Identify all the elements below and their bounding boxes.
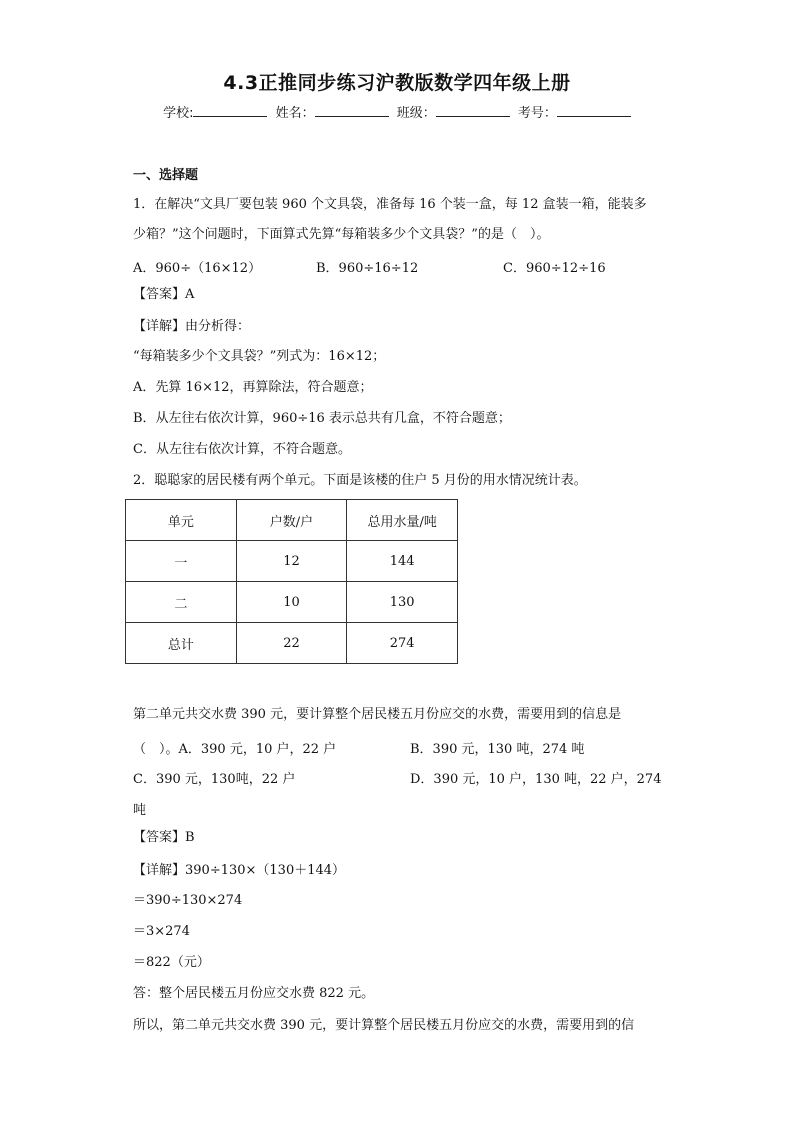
q2-detail-line: 所以，第二单元共交水费 390 元，要计算整个居民楼五月份应交的水费，需要用到的信 bbox=[133, 1018, 635, 1033]
table-cell: 12 bbox=[236, 541, 347, 582]
q2-option-a: （ ）。A．390 元，10 户，22 户 bbox=[133, 742, 337, 757]
q2-detail-line: 【详解】390÷130×（130＋144） bbox=[133, 863, 346, 878]
name-label: 姓名： bbox=[275, 106, 315, 121]
school-blank[interactable] bbox=[193, 104, 267, 117]
q1-stem-line1: 1．在解决“文具厂要包装 960 个文具袋，准备每 16 个装一盒，每 12 盒装一箱，能装多 bbox=[133, 197, 647, 212]
q1-detail-line: C．从左往右依次计算，不符合题意。 bbox=[133, 442, 351, 457]
q2-detail-line: 答：整个居民楼五月份应交水费 822 元。 bbox=[133, 986, 375, 1001]
exam-number-field[interactable] bbox=[518, 102, 631, 121]
q2-answer: 【答案】B bbox=[133, 830, 195, 845]
q2-question-line1: 第二单元共交水费 390 元，要计算整个居民楼五月份应交的水费，需要用到的信息是 bbox=[133, 707, 622, 722]
q1-detail-line: B．从左往右依次计算，960÷16 表示总共有几盒，不符合题意； bbox=[133, 411, 511, 426]
q2-option-c: C．390 元，130吨，22 户 bbox=[133, 772, 296, 787]
class-blank[interactable] bbox=[436, 104, 510, 117]
table-cell: 二 bbox=[126, 582, 237, 623]
q2-option-d: D．390 元，10 户，130 吨，22 户，274 bbox=[410, 772, 662, 787]
student-info-fields bbox=[0, 102, 794, 121]
table-header-row bbox=[126, 500, 458, 541]
table-cell: 10 bbox=[236, 582, 347, 623]
class-field[interactable] bbox=[397, 102, 510, 121]
name-field[interactable] bbox=[276, 102, 389, 121]
q1-detail-line: “每箱装多少个文具袋？”列式为：16×12； bbox=[133, 349, 386, 364]
table-row bbox=[126, 623, 458, 664]
q1-option-a: A．960÷（16×12） bbox=[133, 261, 262, 276]
exam-number-blank[interactable] bbox=[557, 104, 631, 117]
q2-option-b: B．390 元，130 吨，274 吨 bbox=[410, 742, 585, 757]
q2-option-d-continued: 吨 bbox=[133, 803, 147, 818]
table-cell: 总计 bbox=[126, 623, 237, 664]
page-title: 4.3正推同步练习沪教版数学四年级上册 bbox=[223, 72, 571, 94]
name-blank[interactable] bbox=[315, 104, 389, 117]
q2-stem: 2．聪聪家的居民楼有两个单元。下面是该楼的住户 5 月份的用水情况统计表。 bbox=[133, 473, 587, 488]
section-title: 一、选择题 bbox=[133, 168, 199, 183]
table-cell: 22 bbox=[236, 623, 347, 664]
table-cell: 一 bbox=[126, 541, 237, 582]
q2-detail-line: ＝822（元） bbox=[133, 955, 210, 970]
table-cell: 130 bbox=[347, 582, 458, 623]
table-row bbox=[126, 582, 458, 623]
q1-detail-line: A．先算 16×12，再算除法，符合题意； bbox=[133, 380, 373, 395]
q2-detail-line: ＝3×274 bbox=[133, 924, 190, 939]
table-cell: 274 bbox=[347, 623, 458, 664]
q2-detail-line: ＝390÷130×274 bbox=[133, 893, 243, 908]
q1-detail-line: 【详解】由分析得： bbox=[133, 319, 251, 334]
table-row bbox=[126, 541, 458, 582]
table-header-cell: 单元 bbox=[126, 500, 237, 541]
q1-stem-line2: 少箱？”这个问题时，下面算式先算“每箱装多少个文具袋？”的是（ ）。 bbox=[133, 227, 550, 242]
school-field[interactable] bbox=[163, 102, 267, 121]
water-usage-table bbox=[125, 499, 458, 664]
table-header-cell: 户数/户 bbox=[236, 500, 347, 541]
q1-answer: 【答案】A bbox=[133, 287, 195, 302]
class-label: 班级： bbox=[396, 106, 436, 121]
school-label: 学校: bbox=[163, 106, 194, 121]
q1-option-c: C．960÷12÷16 bbox=[503, 261, 606, 276]
q1-option-b: B．960÷16÷12 bbox=[316, 261, 419, 276]
table-header-cell: 总用水量/吨 bbox=[347, 500, 458, 541]
exam-number-label: 考号： bbox=[517, 106, 557, 121]
table-cell: 144 bbox=[347, 541, 458, 582]
